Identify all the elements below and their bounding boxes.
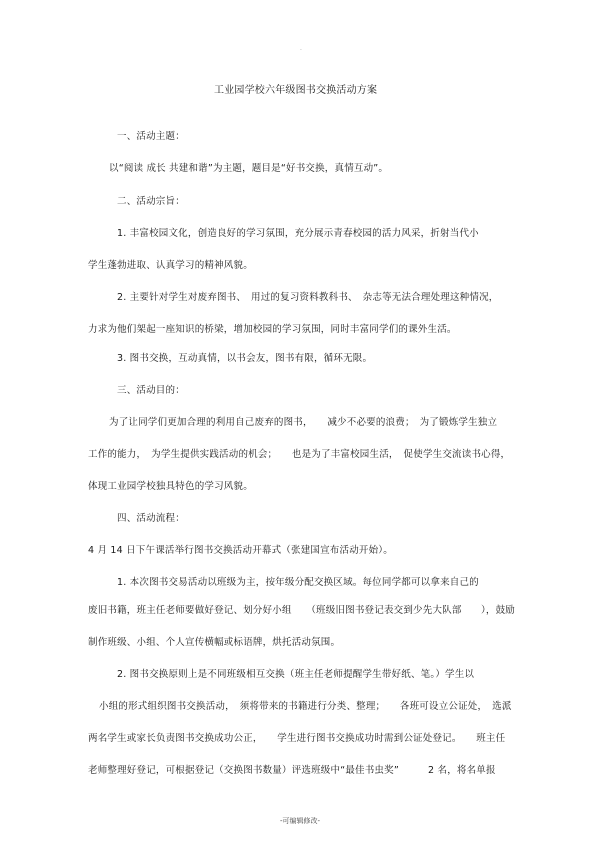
paragraph-line: 2. 图书交换原则上是不同班级相互交换（班主任老师提醒学生带好纸、笔。）学生以 [117,669,475,680]
section-heading-purpose: 二、活动宗旨： [117,196,185,207]
section-heading-process: 四、活动流程： [117,513,185,524]
paragraph-line: 小组的形式组织图书交换活动， 须将带来的书籍进行分类、整理； 各班可设立公证处， 选派 [99,701,512,712]
paragraph-line: 4 月 14 日下午课活举行图书交换活动开幕式（张建国宣布活动开始）。 [88,545,393,556]
paragraph-line: 制作班级、小组、个人宣传横幅或标语牌，烘托活动氛围。 [88,637,341,648]
section-heading-theme: 一、活动主题： [117,131,185,142]
header-mark: . [300,45,302,52]
paragraph-line: 1. 本次图书交易活动以班级为主，按年级分配交换区域。每位同学都可以拿来自己的 [117,577,479,588]
document-title: 工业园学校六年级图书交换活动方案 [214,85,378,96]
paragraph-line: 力求为他们架起一座知识的桥梁，增加校园的学习氛围，同时丰富同学们的课外生活。 [88,324,457,335]
paragraph-line: 两名学生或家长负责图书交换成功公正， 学生进行图书交换成功时需到公证处登记。 班主任 [88,733,506,744]
paragraph-line: 1. 丰富校园文化，创造良好的学习氛围，充分展示青春校园的活力风采，折射当代小 [117,228,479,239]
section-heading-goal: 三、活动目的： [117,385,185,396]
footer-note: -可编辑修改- [279,817,321,825]
paragraph-line: 2. 主要针对学生对废弃图书、 用过的复习资料教科书、 杂志等无法合理处理这种情况， [117,292,499,303]
paragraph-line: 3. 图书交换，互动真情，以书会友，图书有限，循环无限。 [117,353,373,364]
paragraph-line: 为了让同学们更加合理的利用自己废弃的图书， 减少不必要的浪费； 为了锻炼学生独立 [109,417,498,428]
paragraph-line: 工作的能力， 为学生提供实践活动的机会； 也是为了丰富校园生活， 促使学生交流读书心得， [88,449,511,460]
paragraph-line: 体现工业园学校独具特色的学习风貌。 [88,481,253,492]
paragraph-line: 废旧书籍，班主任老师要做好登记、划分好小组 （班级旧图书登记表交到少先大队部 ），鼓励 [88,605,516,616]
paragraph-line: 学生蓬勃进取、认真学习的精神风貌。 [88,260,253,271]
paragraph-line: 以“阅读 成长 共建和谐”为主题，题目是“好书交换，真情互动”。 [109,163,389,174]
paragraph-line: 老师整理好登记，可根据登记（交换图书数量）评选班级中“最佳书虫奖” 2 名，将名单报 [88,765,496,776]
